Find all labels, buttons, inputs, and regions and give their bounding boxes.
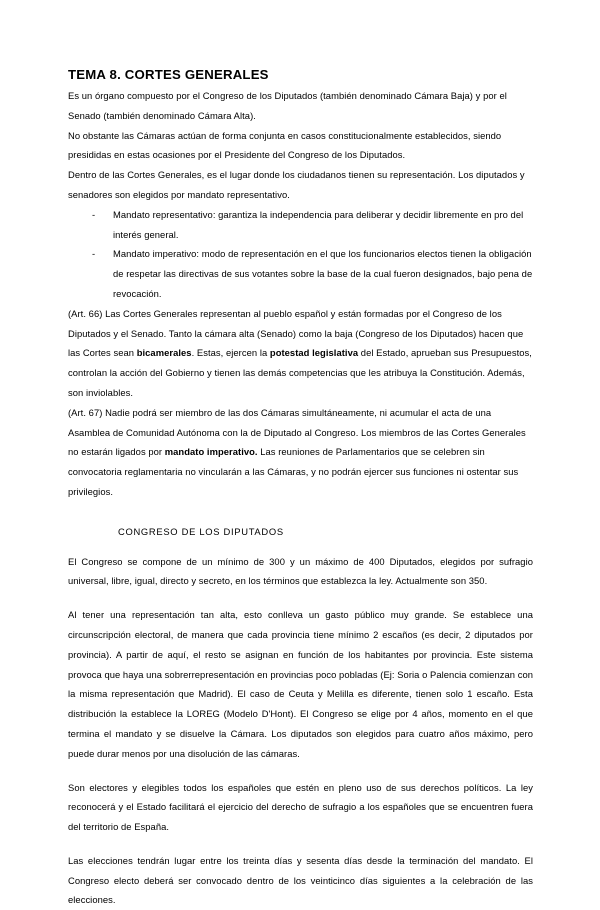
article-67-text-part-2: Las reuniones de Parlamentarios que se celebren sin convocatoria reglamentaria no vincularán a las Cámaras, y no podrán ejercer sus funciones ni ostentar sus privilegios. — [68, 446, 519, 497]
article-66-paragraph — [68, 304, 533, 403]
intro-paragraph-3: Dentro de las Cortes Generales, es el lugar donde los ciudadanos tienen su representación. Los diputados y senadores son elegidos por mandato representativo. — [68, 169, 525, 200]
article-67-text-part-1: (Art. 67) Nadie podrá ser miembro de las dos Cámaras simultáneamente, ni acumular el acta de una Asamblea de Comunidad Autónoma con la de Diputado al Congreso. Los miembros de las Cortes Generales no estarán ligados por — [68, 406, 526, 458]
article-66-text-part-2: . Estas, ejercen la — [191, 347, 270, 359]
bullet-marker: - — [92, 248, 96, 260]
article-67-bold-mandato-imperativo: mandato imperativo. — [164, 446, 258, 458]
list-item — [68, 205, 533, 245]
page-title: TEMA 8. CORTES GENERALES — [68, 67, 269, 82]
article-66-text-part-3: del Estado, aprueban sus Presupuestos, controlan la acción del Gobierno y tienen las demás competencias que les atribuya la Constitución. Además, son inviolables. — [68, 347, 532, 398]
congress-paragraph-3: Son electores y elegibles todos los españoles que estén en pleno uso de sus derechos políticos. La ley reconocerá y el Estado facilitará el ejercicio del derecho de sufragio a los españoles que se encuentren fuera del territorio de España. — [68, 781, 533, 833]
section-heading-congreso: CONGRESO DE LOS DIPUTADOS — [118, 525, 284, 537]
congress-paragraph-4: Las elecciones tendrán lugar entre los treinta días y sesenta días desde la terminación del mandato. El Congreso electo deberá ser convocado dentro de los veinticinco días siguientes a la celebración de las elecciones. — [68, 854, 533, 906]
mandate-list — [68, 205, 533, 304]
intro-paragraph-1: Es un órgano compuesto por el Congreso de los Diputados (también denominado Cámara Baja) y por el Senado (también denominado Cámara Alta). — [68, 90, 507, 121]
intro-paragraph-2: No obstante las Cámaras actúan de forma conjunta en casos constitucionalmente establecidos, siendo presididas en estas ocasiones por el Presidente del Congreso de los Diputados. — [68, 129, 502, 161]
bullet-marker: - — [92, 208, 96, 220]
list-item — [68, 244, 533, 303]
article-67-paragraph — [68, 403, 533, 502]
article-66-bold-potestad-legislativa: potestad legislativa — [269, 347, 359, 359]
article-66-bold-bicamerales: bicamerales — [136, 347, 192, 359]
list-item-text: Mandato representativo: garantiza la independencia para deliberar y decidir libremente en pro del interés general. — [113, 208, 524, 240]
congress-paragraph-1: El Congreso se compone de un mínimo de 300 y un máximo de 400 Diputados, elegidos por sufragio universal, libre, igual, directo y secreto, en los términos que establezca la ley. Actualmente son 350. — [68, 555, 533, 587]
list-item-text: Mandato imperativo: modo de representación en el que los funcionarios electos tienen la obligación de respetar las directivas de sus votantes sobre la base de la cual fueron designados, bajo pena de revocación. — [113, 248, 533, 299]
congress-paragraph-2: Al tener una representación tan alta, esto conlleva un gasto público muy grande. Se establece una circunscripción electoral, de manera que cada provincia tiene mínimo 2 escaños (es decir, 2 diputados por provincia). A partir de aquí, el resto se asignan en función de los habitantes por provincia. Este sistema provoca que haya una sobrerrepresentación en provincias poco pobladas (Ej: Soria o Palencia comienzan con la misma representación que Madrid). El caso de Ceuta y Melilla es diferente, tienen solo 1 escaño. Esta distribución la establece la LOREG (Modelo D'Hont). El Congreso se elige por 4 años, momento en el que termina el mandato y se disuelve la Cámara. Los diputados son elegidos para cuatro años máximo, pero puede durar menos por una disolución de las cámaras. — [68, 609, 533, 759]
article-66-text-part-1: (Art. 66) Las Cortes Generales representan al pueblo español y están formadas por el Congreso de los Diputados y el Senado. Tanto la cámara alta (Senado) como la baja (Congreso de los Diputados) hacen que las Cortes sean — [68, 307, 524, 359]
